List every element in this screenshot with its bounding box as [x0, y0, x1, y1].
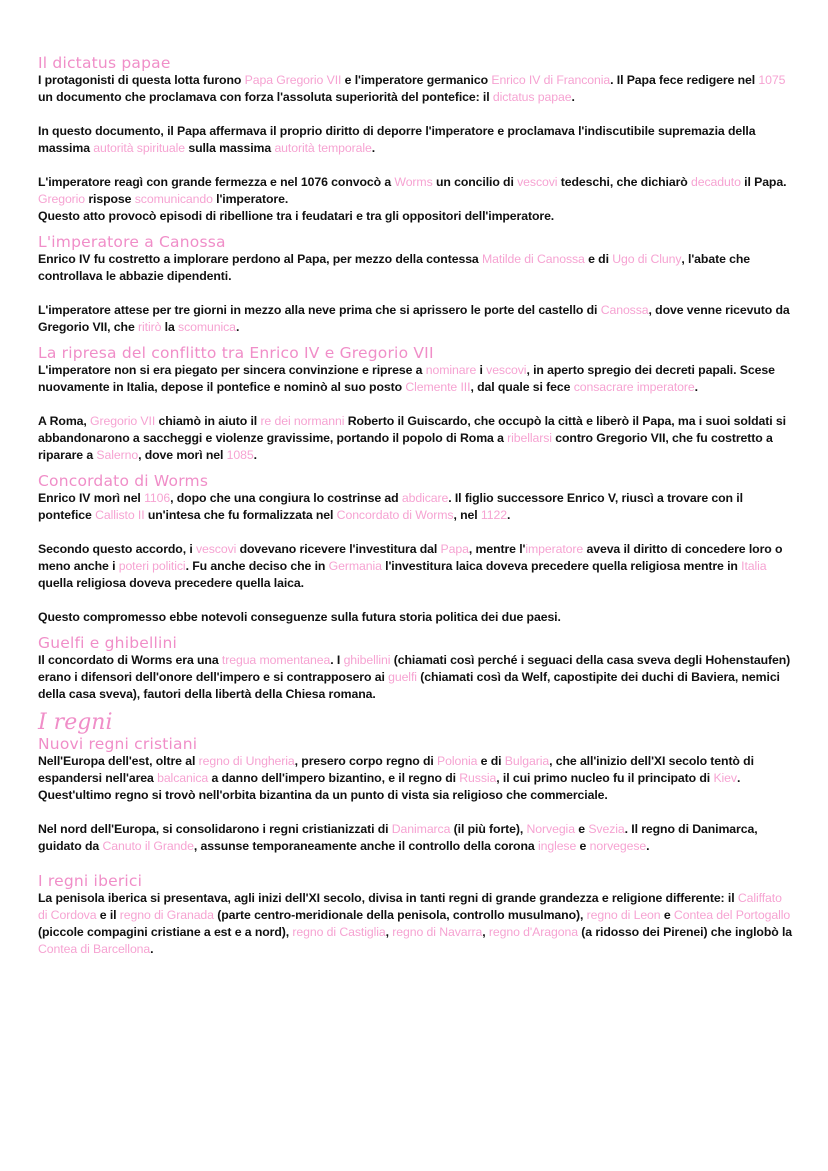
text-run: Nel nord dell'Europa, si consolidarono i regni cristianizzati di: [38, 822, 392, 836]
highlighted-term: dictatus papae: [492, 90, 572, 104]
highlighted-term: vescovi: [486, 363, 527, 377]
text-run: a danno dell'impero bizantino, e il regno di: [208, 771, 460, 785]
text-run: , dove morì nel: [138, 448, 227, 462]
highlighted-term: ghibellini: [343, 653, 391, 667]
text-run: .: [571, 90, 575, 104]
paragraph: [38, 174, 793, 225]
text-run: . Il regno di Danimarca, guidato da: [38, 822, 758, 853]
highlighted-term: balcanica: [157, 771, 209, 785]
highlighted-term: ribellarsi: [507, 431, 552, 445]
chapter-title: I regni: [38, 710, 113, 735]
section-il-dictatus-papae: [38, 54, 793, 225]
text-run: aveva il diritto di concedere loro o meno anche i: [38, 542, 783, 573]
highlighted-term: re dei normanni: [260, 414, 345, 428]
notes-page: [38, 54, 793, 958]
paragraph: [38, 413, 793, 464]
paragraph: [38, 541, 793, 592]
section-la-ripresa-del-conflitto-tra-enrico-iv-e-gregorio-vii: [38, 344, 793, 464]
paragraph-spacer: [38, 524, 793, 541]
text-run: (chiamati così da Welf, capostipite dei duchi di Baviera, nemici della casa sveva), fautori della libertà della Chiesa romana.: [38, 670, 780, 701]
highlighted-term: Gregorio VII: [90, 414, 156, 428]
text-run: , che all'inizio dell'XI secolo tentò di espandersi nell'area: [38, 754, 754, 785]
highlighted-term: Concordato di Worms: [336, 508, 454, 522]
highlighted-term: consacrare imperatore: [573, 380, 695, 394]
highlighted-term: Worms: [394, 175, 433, 189]
highlighted-term: autorità spirituale: [93, 141, 186, 155]
paragraph-spacer: [38, 106, 793, 123]
text-run: I protagonisti di questa lotta furono: [38, 73, 245, 87]
paragraph: [38, 652, 793, 703]
highlighted-term: Polonia: [437, 754, 478, 768]
highlighted-term: Ugo di Cluny: [612, 252, 682, 266]
highlighted-term: decaduto: [691, 175, 741, 189]
highlighted-term: vescovi: [517, 175, 558, 189]
highlighted-term: guelfi: [388, 670, 417, 684]
section-heading: Concordato di Worms: [38, 472, 209, 490]
text-run: e: [576, 839, 590, 853]
highlighted-term: Svezia: [588, 822, 625, 836]
text-run: (chiamati così perché i seguaci della casa sveva degli Hohenstaufen) erano i difensori dell'onore dell'impero e si contrapposero ai: [38, 653, 791, 684]
text-run: Il concordato di Worms era una: [38, 653, 222, 667]
highlighted-term: regno di Ungheria: [198, 754, 295, 768]
text-run: tedeschi, che dichiarò: [557, 175, 692, 189]
text-run: .: [646, 839, 650, 853]
text-run: .: [253, 448, 257, 462]
highlighted-term: regno di Navarra: [392, 925, 483, 939]
highlighted-term: inglese: [537, 839, 577, 853]
highlighted-term: Contea di Barcellona: [38, 942, 151, 956]
text-run: , mentre l': [468, 542, 526, 556]
paragraph: [38, 821, 793, 855]
section-heading: I regni iberici: [38, 872, 143, 890]
text-run: .: [235, 320, 240, 334]
sections-container: [38, 54, 793, 703]
text-run: , l'abate che controllava le abbazie dipendenti.: [38, 252, 751, 283]
highlighted-term: Bulgaria: [504, 754, 550, 768]
text-run: , dove venne ricevuto da Gregorio VII, che: [38, 303, 790, 334]
text-run: Questo atto provocò episodi di ribellione tra i feudatari e tra gli oppositori dell'imperatore.: [38, 209, 555, 223]
paragraph-spacer: [38, 157, 793, 174]
section-heading: L'imperatore a Canossa: [38, 233, 226, 251]
paragraph: [38, 302, 793, 336]
highlighted-term: Gregorio: [38, 192, 86, 206]
highlighted-term: Enrico IV di Franconia: [491, 73, 611, 87]
highlighted-term: Danimarca: [391, 822, 451, 836]
text-run: , assunse temporaneamente anche il controllo della corona: [193, 839, 538, 853]
text-run: l'imperatore.: [212, 192, 289, 206]
text-run: e l'imperatore germanico: [341, 73, 492, 87]
text-run: Roberto il Guiscardo, che occupò la città e liberò il Papa, ma i suoi soldati si abbandonarono a saccheggi e violenze gravissime, portando il popolo di Roma a: [38, 414, 786, 445]
text-run: . Il Papa fece redigere nel: [610, 73, 759, 87]
text-run: e: [574, 822, 589, 836]
text-run: l'investitura laica doveva precedere quella religiosa mentre in: [381, 559, 742, 573]
paragraph-spacer: [38, 285, 793, 302]
text-run: Secondo questo accordo, i: [38, 542, 196, 556]
section-i-regni-iberici: [38, 872, 793, 958]
highlighted-term: scomunicando: [134, 192, 213, 206]
text-run: , dal quale si fece: [470, 380, 574, 394]
paragraph: [38, 890, 793, 958]
text-run: rispose: [85, 192, 135, 206]
highlighted-term: Callisto II: [95, 508, 145, 522]
text-run: , in aperto spregio dei decreti papali. Scese nuovamente in Italia, depose il pontefice e nominò al suo posto: [38, 363, 775, 394]
text-run: . Fu anche deciso che in: [185, 559, 329, 573]
highlighted-term: Canuto il Grande: [102, 839, 194, 853]
text-run: La penisola iberica si presentava, agli inizi dell'XI secolo, divisa in tanti regni di grande grandezza e religione differente: il: [38, 891, 738, 905]
text-run: e di: [477, 754, 505, 768]
paragraph: [38, 362, 793, 396]
text-run: (parte centro-meridionale della penisola, controllo musulmano),: [213, 908, 587, 922]
highlighted-term: Papa Gregorio VII: [244, 73, 342, 87]
text-run: la: [161, 320, 179, 334]
section-heading: La ripresa del conflitto tra Enrico IV e Gregorio VII: [38, 344, 434, 362]
text-run: dovevano ricevere l'investitura dal: [236, 542, 441, 556]
highlighted-term: ritirò: [138, 320, 162, 334]
section-heading: Nuovi regni cristiani: [38, 735, 198, 753]
chapter-regni: [38, 711, 793, 958]
highlighted-term: Canossa: [600, 303, 649, 317]
text-run: quella religiosa doveva precedere quella laica.: [38, 576, 304, 590]
text-run: , nel: [453, 508, 481, 522]
highlighted-term: 1075: [758, 73, 786, 87]
highlighted-term: poteri politici: [118, 559, 186, 573]
text-run: il Papa.: [740, 175, 787, 189]
paragraph: [38, 251, 793, 285]
text-run: (piccole compagini cristiane a est e a nord),: [38, 925, 293, 939]
paragraph-spacer: [38, 396, 793, 413]
highlighted-term: tregua momentanea: [221, 653, 331, 667]
text-run: ,: [482, 925, 489, 939]
text-run: .: [506, 508, 511, 522]
chapter-sections-container: [38, 735, 793, 958]
highlighted-term: regno di Granada: [119, 908, 214, 922]
highlighted-term: Califfato di Cordova: [38, 891, 782, 922]
text-run: un concilio di: [432, 175, 518, 189]
text-run: , il cui primo nucleo fu il principato di: [496, 771, 714, 785]
text-run: , presero corpo regno di: [294, 754, 438, 768]
paragraph-spacer: [38, 592, 793, 609]
section-spacer: [38, 855, 793, 872]
section-spacer: [38, 464, 793, 472]
section-heading: Il dictatus papae: [38, 54, 171, 72]
text-run: (il più forte),: [450, 822, 527, 836]
paragraph: [38, 753, 793, 804]
highlighted-term: autorità temporale: [274, 141, 372, 155]
paragraph: [38, 72, 793, 106]
section-concordato-di-worms: [38, 472, 793, 626]
paragraph-spacer: [38, 804, 793, 821]
text-run: , dopo che una congiura lo costrinse ad: [170, 491, 402, 505]
text-run: chiamò in aiuto il: [155, 414, 261, 428]
text-run: i: [476, 363, 487, 377]
highlighted-term: Contea del Portogallo: [673, 908, 791, 922]
text-run: contro Gregorio VII, che fu costretto a riparare a: [38, 431, 773, 462]
highlighted-term: regno di Castiglia: [292, 925, 386, 939]
highlighted-term: Germania: [328, 559, 382, 573]
highlighted-term: Russia: [459, 771, 497, 785]
text-run: e: [660, 908, 674, 922]
text-run: . I: [330, 653, 344, 667]
highlighted-term: abdicare: [401, 491, 449, 505]
highlighted-term: Papa: [440, 542, 469, 556]
section-spacer: [38, 336, 793, 344]
text-run: Enrico IV fu costretto a implorare perdono al Papa, per mezzo della contessa: [38, 252, 482, 266]
text-run: Nell'Europa dell'est, oltre al: [38, 754, 199, 768]
section-spacer: [38, 225, 793, 233]
highlighted-term: regno di Leon: [586, 908, 661, 922]
text-run: e il: [96, 908, 120, 922]
highlighted-term: regno d'Aragona: [488, 925, 578, 939]
highlighted-term: norvegese: [589, 839, 647, 853]
highlighted-term: Matilde di Canossa: [482, 252, 585, 266]
section-l-imperatore-a-canossa: [38, 233, 793, 336]
text-run: un'intesa che fu formalizzata nel: [144, 508, 337, 522]
highlighted-term: 1122: [480, 508, 507, 522]
text-run: Enrico IV morì nel: [38, 491, 145, 505]
text-run: .: [150, 942, 154, 956]
highlighted-term: 1085: [226, 448, 254, 462]
text-run: sulla massima: [185, 141, 275, 155]
section-guelfi-e-ghibellini: [38, 634, 793, 703]
highlighted-term: Salerno: [96, 448, 139, 462]
text-run: .: [371, 141, 376, 155]
text-run: ,: [385, 925, 393, 939]
text-run: A Roma,: [38, 414, 91, 428]
text-run: . Quest'ultimo regno si trovò nell'orbita bizantina da un punto di vista sia religioso che commerciale.: [38, 771, 741, 802]
text-run: un documento che proclamava con forza l'assoluta superiorità del pontefice: il: [38, 90, 493, 104]
paragraph: [38, 123, 793, 157]
text-run: L'imperatore reagì con grande fermezza e nel 1076 convocò a: [38, 175, 395, 189]
text-run: In questo documento, il Papa affermava il proprio diritto di deporre l'imperatore e proclamava l'indiscutibile supremazia della massima: [38, 124, 756, 155]
paragraph: [38, 609, 793, 626]
highlighted-term: imperatore: [525, 542, 584, 556]
text-run: .: [694, 380, 698, 394]
highlighted-term: 1106: [144, 491, 171, 505]
section-nuovi-regni-cristiani: [38, 735, 793, 855]
paragraph: [38, 490, 793, 524]
section-heading: Guelfi e ghibellini: [38, 634, 178, 652]
highlighted-term: scomunica: [178, 320, 236, 334]
text-run: (a ridosso dei Pirenei) che inglobò la: [577, 925, 793, 939]
text-run: . Il figlio successore Enrico V, riuscì a trovare con il pontefice: [38, 491, 743, 522]
text-run: L'imperatore attese per tre giorni in mezzo alla neve prima che si aprissero le porte del castello di: [38, 303, 601, 317]
highlighted-term: nominare: [425, 363, 477, 377]
section-spacer: [38, 626, 793, 634]
text-run: e di: [584, 252, 613, 266]
highlighted-term: Kiev: [713, 771, 737, 785]
highlighted-term: vescovi: [195, 542, 237, 556]
highlighted-term: Italia: [741, 559, 767, 573]
text-run: L'imperatore non si era piegato per sincera convinzione e riprese a: [38, 363, 426, 377]
highlighted-term: Clemente III: [405, 380, 471, 394]
highlighted-term: Norvegia: [526, 822, 575, 836]
text-run: Questo compromesso ebbe notevoli conseguenze sulla futura storia politica dei due paesi.: [38, 610, 561, 624]
